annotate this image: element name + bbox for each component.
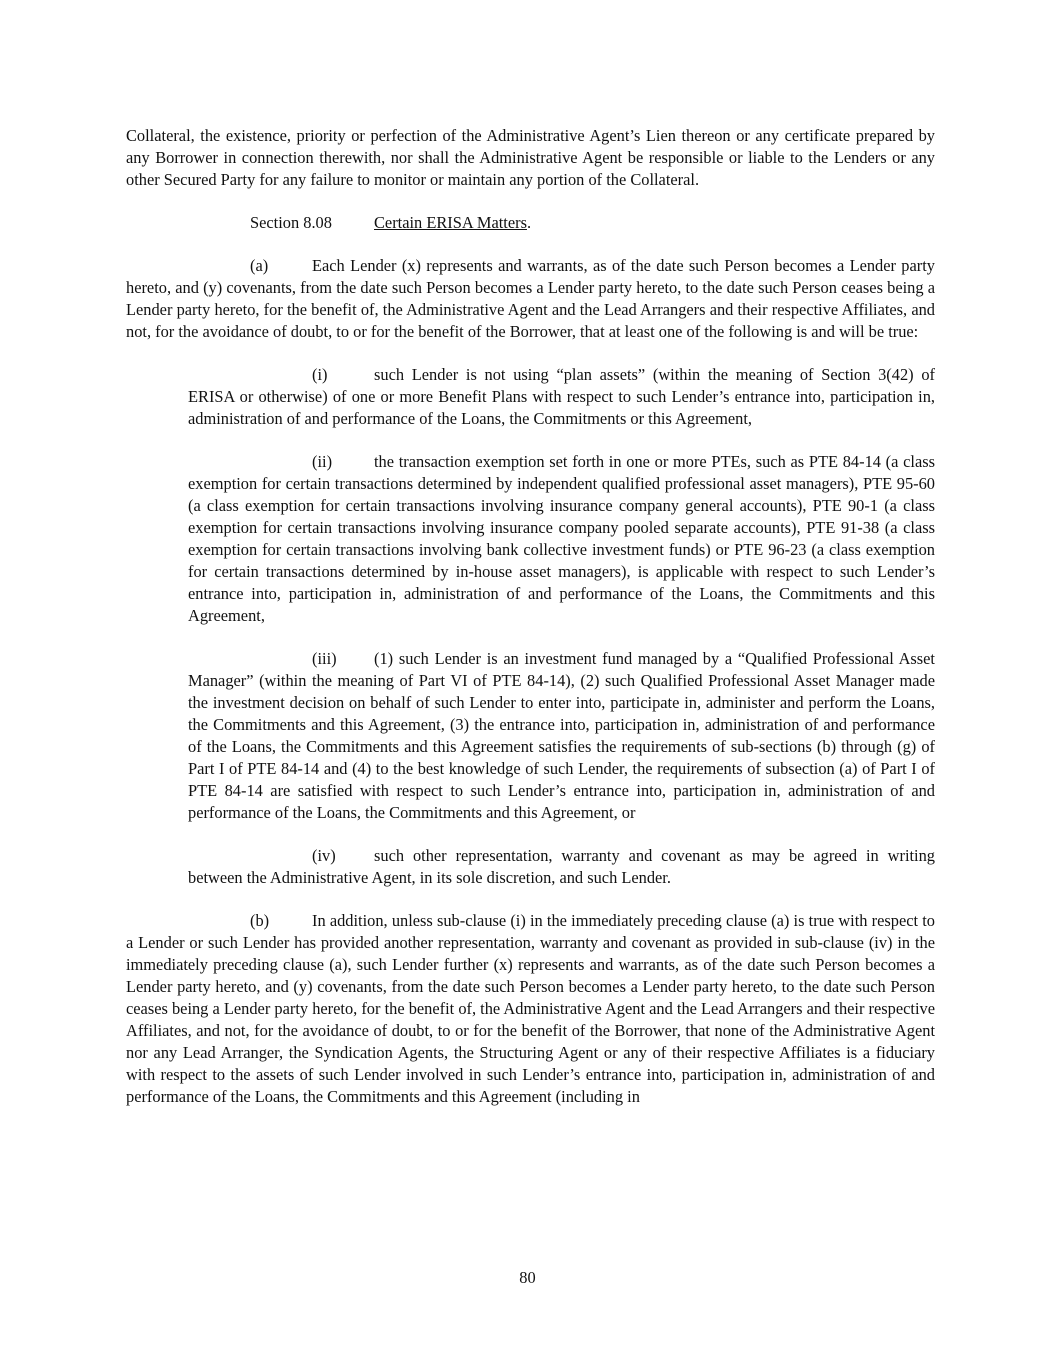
subclause-ii-label: (ii): [312, 452, 333, 471]
spacer: [126, 234, 935, 255]
clause-a: [126, 255, 935, 343]
section-title: Certain ERISA Matters: [374, 213, 527, 232]
subclause-i: [188, 364, 935, 430]
subclause-iv-label: (iv): [312, 846, 336, 865]
clause-b-text: In addition, unless sub-clause (i) in the immediately preceding clause (a) is true with respect to a Lender or such Lender has provided another representation, warranty and covenant as provided in sub-clause (iv) in the immediately preceding clause (a), such Lender further (x) represents and warrants, as of the date such Person becomes a Lender party hereto, and (y) covenants, from the date such Person becomes a Lender party hereto, to the date such Person ceases being a Lender party hereto, for the benefit of, the Administrative Agent and the Lead Arrangers and their respective Affiliates, and not, for the avoidance of doubt, to or for the benefit of the Borrower, that none of the Administrative Agent nor any Lead Arranger, the Syndication Agents, the Structuring Agent or any of their respective Affiliates is a fiduciary with respect to the assets of such Lender involved in such Lender’s entrance into, participation in, administration of and performance of the Loans, the Commitments and this Agreement (including in: [126, 911, 935, 1106]
spacer: [126, 824, 935, 845]
section-number: Section 8.08: [250, 213, 332, 232]
spacer: [126, 343, 935, 364]
spacer: [126, 627, 935, 648]
clause-b-label: (b): [250, 911, 270, 930]
subclause-iii-text: (1) such Lender is an investment fund managed by a “Qualified Professional Asset Manager” (within the meaning of Part VI of PTE 84-14), (2) such Qualified Professional Asset Manager made the investment decision on behalf of such Lender to enter into, participate in, administer and perform the Loans, the Commitments and this Agreement, (3) the entrance into, participation in, administration of and performance of the Loans, the Commitments and this Agreement satisfies the requirements of sub-sections (b) through (g) of Part I of PTE 84-14 and (4) to the best knowledge of such Lender, the requirements of subsection (a) of Part I of PTE 84-14 are satisfied with respect to such Lender’s entrance into, participation in, administration of and performance of the Loans, the Commitments and this Agreement, or: [188, 649, 935, 822]
subclause-i-label: (i): [312, 365, 328, 384]
spacer: [126, 191, 935, 212]
subclause-iv: [188, 845, 935, 889]
subclause-ii: [188, 451, 935, 627]
subclause-iii-label: (iii): [312, 649, 337, 668]
section-heading: [126, 212, 935, 234]
clause-b: [126, 910, 935, 1108]
continuation-paragraph: Collateral, the existence, priority or perfection of the Administrative Agent’s Lien thereon or any certificate prepared by any Borrower in connection therewith, nor shall the Administrative Agent be responsible or liable to the Lenders or any other Secured Party for any failure to monitor or maintain any portion of the Collateral.: [126, 126, 935, 189]
subclause-iv-text: such other representation, warranty and covenant as may be agreed in writing between the Administrative Agent, in its sole discretion, and such Lender.: [188, 846, 935, 887]
subclause-i-text: such Lender is not using “plan assets” (within the meaning of Section 3(42) of ERISA or otherwise) of one or more Benefit Plans with respect to such Lender’s entrance into, participation in, administration of and performance of the Loans, the Commitments or this Agreement,: [188, 365, 935, 428]
subclause-iii: [188, 648, 935, 824]
spacer: [126, 430, 935, 451]
document-page: [126, 125, 935, 1108]
page-number: 80: [519, 1268, 536, 1287]
subclause-ii-text: the transaction exemption set forth in one or more PTEs, such as PTE 84-14 (a class exemption for certain transactions determined by independent qualified professional asset managers), PTE 95-60 (a class exemption for certain transactions involving insurance company general accounts), PTE 90-1 (a class exemption for certain transactions involving insurance company pooled separate accounts), PTE 91-38 (a class exemption for certain transactions involving bank collective investment funds) or PTE 96-23 (a class exemption for certain transactions determined by in-house asset managers), is applicable with respect to such Lender’s entrance into, participation in, administration of and performance of the Loans, the Commitments and this Agreement,: [188, 452, 935, 625]
spacer: [126, 889, 935, 910]
section-title-period: .: [526, 213, 532, 232]
clause-a-label: (a): [250, 256, 269, 275]
clause-a-text: Each Lender (x) represents and warrants, as of the date such Person becomes a Lender party hereto, and (y) covenants, from the date such Person becomes a Lender party hereto, to the date such Person ceases being a Lender party hereto, for the benefit of, the Administrative Agent and the Lead Arrangers and their respective Affiliates, and not, for the avoidance of doubt, to or for the benefit of the Borrower, that at least one of the following is and will be true:: [126, 256, 935, 341]
